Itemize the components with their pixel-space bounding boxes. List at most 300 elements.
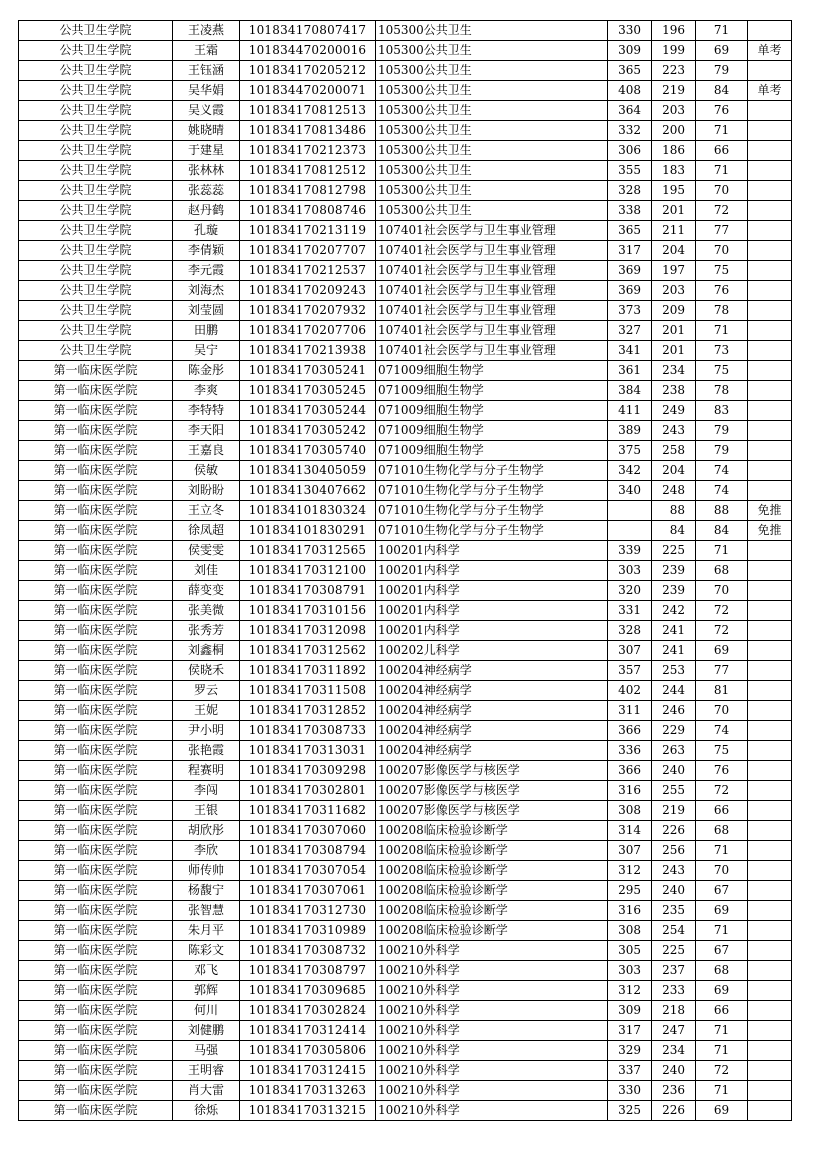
name-cell: 马强: [173, 1041, 240, 1061]
candidate-id-cell: 101834170305806: [240, 1041, 376, 1061]
major-cell: 100201内科学: [376, 621, 608, 641]
candidate-id-cell: 101834170305241: [240, 361, 376, 381]
remark-cell: [748, 1001, 792, 1021]
total-score-cell: 77: [696, 661, 748, 681]
remark-cell: [748, 421, 792, 441]
remark-cell: [748, 281, 792, 301]
table-row: [19, 701, 792, 721]
prelim-score-cell: 295: [608, 881, 652, 901]
retest-score-cell: 223: [652, 61, 696, 81]
prelim-score-cell: 312: [608, 981, 652, 1001]
table-row: [19, 801, 792, 821]
name-cell: 李倩颖: [173, 241, 240, 261]
name-cell: 张秀芳: [173, 621, 240, 641]
college-cell: 第一临床医学院: [19, 441, 173, 461]
retest-score-cell: 211: [652, 221, 696, 241]
table-row: [19, 21, 792, 41]
total-score-cell: 75: [696, 361, 748, 381]
total-score-cell: 66: [696, 141, 748, 161]
remark-cell: [748, 381, 792, 401]
college-cell: 第一临床医学院: [19, 981, 173, 1001]
name-cell: 赵丹鹤: [173, 201, 240, 221]
major-cell: 100210外科学: [376, 981, 608, 1001]
total-score-cell: 76: [696, 281, 748, 301]
retest-score-cell: 236: [652, 1081, 696, 1101]
remark-cell: [748, 21, 792, 41]
retest-score-cell: 253: [652, 661, 696, 681]
remark-cell: [748, 161, 792, 181]
retest-score-cell: 229: [652, 721, 696, 741]
total-score-cell: 70: [696, 581, 748, 601]
candidate-id-cell: 101834170302824: [240, 1001, 376, 1021]
candidate-id-cell: 101834170312730: [240, 901, 376, 921]
table-row: [19, 441, 792, 461]
total-score-cell: 69: [696, 1101, 748, 1121]
remark-cell: [748, 721, 792, 741]
table-row: [19, 841, 792, 861]
retest-score-cell: 246: [652, 701, 696, 721]
candidate-id-cell: 101834170311682: [240, 801, 376, 821]
remark-cell: 单考: [748, 41, 792, 61]
major-cell: 105300公共卫生: [376, 161, 608, 181]
candidate-id-cell: 101834170310989: [240, 921, 376, 941]
prelim-score-cell: 369: [608, 281, 652, 301]
college-cell: 第一临床医学院: [19, 941, 173, 961]
remark-cell: [748, 621, 792, 641]
college-cell: 第一临床医学院: [19, 641, 173, 661]
table-row: [19, 461, 792, 481]
name-cell: 程赛明: [173, 761, 240, 781]
retest-score-cell: 240: [652, 881, 696, 901]
total-score-cell: 84: [696, 521, 748, 541]
remark-cell: [748, 961, 792, 981]
remark-cell: [748, 361, 792, 381]
total-score-cell: 71: [696, 121, 748, 141]
college-cell: 第一临床医学院: [19, 1021, 173, 1041]
remark-cell: [748, 181, 792, 201]
total-score-cell: 81: [696, 681, 748, 701]
table-row: [19, 601, 792, 621]
college-cell: 公共卫生学院: [19, 221, 173, 241]
candidate-id-cell: 101834170312415: [240, 1061, 376, 1081]
table-body: [19, 21, 792, 1121]
table-row: [19, 861, 792, 881]
remark-cell: [748, 841, 792, 861]
retest-score-cell: 219: [652, 801, 696, 821]
total-score-cell: 67: [696, 941, 748, 961]
major-cell: 100201内科学: [376, 581, 608, 601]
college-cell: 第一临床医学院: [19, 501, 173, 521]
college-cell: 第一临床医学院: [19, 541, 173, 561]
prelim-score-cell: 341: [608, 341, 652, 361]
table-row: [19, 361, 792, 381]
remark-cell: [748, 401, 792, 421]
retest-score-cell: 195: [652, 181, 696, 201]
major-cell: 107401社会医学与卫生事业管理: [376, 241, 608, 261]
name-cell: 胡欣彤: [173, 821, 240, 841]
name-cell: 张智慧: [173, 901, 240, 921]
name-cell: 陈彩文: [173, 941, 240, 961]
name-cell: 杨馥宁: [173, 881, 240, 901]
remark-cell: [748, 661, 792, 681]
candidate-id-cell: 101834170312100: [240, 561, 376, 581]
remark-cell: [748, 781, 792, 801]
major-cell: 071010生物化学与分子生物学: [376, 461, 608, 481]
remark-cell: [748, 601, 792, 621]
candidate-id-cell: 101834170213938: [240, 341, 376, 361]
candidate-id-cell: 101834170308791: [240, 581, 376, 601]
total-score-cell: 75: [696, 261, 748, 281]
remark-cell: 免推: [748, 501, 792, 521]
total-score-cell: 69: [696, 641, 748, 661]
remark-cell: [748, 1101, 792, 1121]
total-score-cell: 76: [696, 761, 748, 781]
prelim-score-cell: 303: [608, 561, 652, 581]
college-cell: 第一临床医学院: [19, 721, 173, 741]
name-cell: 陈金彤: [173, 361, 240, 381]
major-cell: 071009细胞生物学: [376, 441, 608, 461]
retest-score-cell: 239: [652, 561, 696, 581]
retest-score-cell: 225: [652, 941, 696, 961]
major-cell: 071009细胞生物学: [376, 421, 608, 441]
table-row: [19, 261, 792, 281]
name-cell: 王银: [173, 801, 240, 821]
total-score-cell: 71: [696, 1081, 748, 1101]
table-row: [19, 981, 792, 1001]
remark-cell: [748, 801, 792, 821]
table-row: [19, 561, 792, 581]
table-row: [19, 921, 792, 941]
table-row: [19, 401, 792, 421]
table-row: [19, 41, 792, 61]
college-cell: 第一临床医学院: [19, 401, 173, 421]
remark-cell: [748, 761, 792, 781]
major-cell: 107401社会医学与卫生事业管理: [376, 281, 608, 301]
retest-score-cell: 240: [652, 761, 696, 781]
college-cell: 公共卫生学院: [19, 41, 173, 61]
candidate-id-cell: 101834170812512: [240, 161, 376, 181]
remark-cell: [748, 461, 792, 481]
retest-score-cell: 199: [652, 41, 696, 61]
name-cell: 肖大雷: [173, 1081, 240, 1101]
table-row: [19, 421, 792, 441]
candidate-id-cell: 101834170310156: [240, 601, 376, 621]
remark-cell: [748, 101, 792, 121]
retest-score-cell: 243: [652, 861, 696, 881]
table-row: [19, 1081, 792, 1101]
prelim-score-cell: 316: [608, 781, 652, 801]
retest-score-cell: 234: [652, 1041, 696, 1061]
name-cell: 朱月平: [173, 921, 240, 941]
major-cell: 071010生物化学与分子生物学: [376, 521, 608, 541]
retest-score-cell: 204: [652, 461, 696, 481]
candidate-id-cell: 101834170308794: [240, 841, 376, 861]
college-cell: 第一临床医学院: [19, 561, 173, 581]
prelim-score-cell: 317: [608, 1021, 652, 1041]
remark-cell: [748, 321, 792, 341]
retest-score-cell: 242: [652, 601, 696, 621]
name-cell: 吴华娟: [173, 81, 240, 101]
prelim-score-cell: 337: [608, 1061, 652, 1081]
total-score-cell: 71: [696, 21, 748, 41]
total-score-cell: 79: [696, 441, 748, 461]
name-cell: 师传帅: [173, 861, 240, 881]
major-cell: 105300公共卫生: [376, 201, 608, 221]
major-cell: 105300公共卫生: [376, 181, 608, 201]
major-cell: 105300公共卫生: [376, 101, 608, 121]
prelim-score-cell: 309: [608, 41, 652, 61]
total-score-cell: 74: [696, 481, 748, 501]
remark-cell: [748, 541, 792, 561]
prelim-score-cell: 308: [608, 801, 652, 821]
name-cell: 李天阳: [173, 421, 240, 441]
prelim-score-cell: 355: [608, 161, 652, 181]
candidate-id-cell: 101834170312565: [240, 541, 376, 561]
remark-cell: [748, 581, 792, 601]
total-score-cell: 69: [696, 981, 748, 1001]
prelim-score-cell: 317: [608, 241, 652, 261]
candidate-id-cell: 101834170305244: [240, 401, 376, 421]
major-cell: 071009细胞生物学: [376, 361, 608, 381]
major-cell: 071010生物化学与分子生物学: [376, 481, 608, 501]
college-cell: 第一临床医学院: [19, 701, 173, 721]
candidate-id-cell: 101834170313215: [240, 1101, 376, 1121]
name-cell: 李欣: [173, 841, 240, 861]
table-row: [19, 541, 792, 561]
prelim-score-cell: 320: [608, 581, 652, 601]
retest-score-cell: 219: [652, 81, 696, 101]
college-cell: 第一临床医学院: [19, 961, 173, 981]
college-cell: 第一临床医学院: [19, 921, 173, 941]
total-score-cell: 83: [696, 401, 748, 421]
table-row: [19, 721, 792, 741]
table-row: [19, 881, 792, 901]
college-cell: 第一临床医学院: [19, 461, 173, 481]
major-cell: 100207影像医学与核医学: [376, 801, 608, 821]
total-score-cell: 71: [696, 1021, 748, 1041]
prelim-score-cell: 309: [608, 1001, 652, 1021]
candidate-id-cell: 101834170302801: [240, 781, 376, 801]
table-row: [19, 641, 792, 661]
name-cell: 王嘉良: [173, 441, 240, 461]
major-cell: 107401社会医学与卫生事业管理: [376, 261, 608, 281]
total-score-cell: 75: [696, 741, 748, 761]
table-row: [19, 1001, 792, 1021]
table-row: [19, 581, 792, 601]
prelim-score-cell: 342: [608, 461, 652, 481]
candidate-id-cell: 101834170207707: [240, 241, 376, 261]
prelim-score-cell: 316: [608, 901, 652, 921]
name-cell: 徐凤超: [173, 521, 240, 541]
college-cell: 公共卫生学院: [19, 21, 173, 41]
total-score-cell: 74: [696, 721, 748, 741]
college-cell: 公共卫生学院: [19, 121, 173, 141]
prelim-score-cell: 375: [608, 441, 652, 461]
retest-score-cell: 255: [652, 781, 696, 801]
major-cell: 100201内科学: [376, 541, 608, 561]
prelim-score-cell: 311: [608, 701, 652, 721]
retest-score-cell: 240: [652, 1061, 696, 1081]
prelim-score-cell: 307: [608, 641, 652, 661]
retest-score-cell: 226: [652, 1101, 696, 1121]
major-cell: 100210外科学: [376, 961, 608, 981]
candidate-id-cell: 101834170308733: [240, 721, 376, 741]
total-score-cell: 71: [696, 921, 748, 941]
remark-cell: [748, 201, 792, 221]
prelim-score-cell: 366: [608, 721, 652, 741]
college-cell: 公共卫生学院: [19, 201, 173, 221]
remark-cell: [748, 261, 792, 281]
candidate-id-cell: 101834170305242: [240, 421, 376, 441]
major-cell: 100210外科学: [376, 1061, 608, 1081]
table-row: [19, 941, 792, 961]
total-score-cell: 71: [696, 1041, 748, 1061]
retest-score-cell: 256: [652, 841, 696, 861]
remark-cell: [748, 701, 792, 721]
retest-score-cell: 254: [652, 921, 696, 941]
prelim-score-cell: 303: [608, 961, 652, 981]
remark-cell: [748, 61, 792, 81]
candidate-id-cell: 101834170313031: [240, 741, 376, 761]
candidate-id-cell: 101834170311508: [240, 681, 376, 701]
total-score-cell: 76: [696, 101, 748, 121]
table-row: [19, 221, 792, 241]
table-row: [19, 961, 792, 981]
prelim-score-cell: 389: [608, 421, 652, 441]
prelim-score-cell: 364: [608, 101, 652, 121]
major-cell: 100208临床检验诊断学: [376, 821, 608, 841]
candidate-id-cell: 101834170307061: [240, 881, 376, 901]
major-cell: 100208临床检验诊断学: [376, 901, 608, 921]
prelim-score-cell: 330: [608, 21, 652, 41]
table-row: [19, 341, 792, 361]
candidate-id-cell: 101834170312098: [240, 621, 376, 641]
remark-cell: [748, 561, 792, 581]
candidate-id-cell: 101834170807417: [240, 21, 376, 41]
major-cell: 100210外科学: [376, 941, 608, 961]
major-cell: 100204神经病学: [376, 721, 608, 741]
prelim-score-cell: 307: [608, 841, 652, 861]
candidate-id-cell: 101834170212537: [240, 261, 376, 281]
total-score-cell: 69: [696, 901, 748, 921]
major-cell: 100202儿科学: [376, 641, 608, 661]
name-cell: 吴宁: [173, 341, 240, 361]
major-cell: 100207影像医学与核医学: [376, 761, 608, 781]
table-row: [19, 661, 792, 681]
candidate-id-cell: 101834170812798: [240, 181, 376, 201]
prelim-score-cell: 340: [608, 481, 652, 501]
table-row: [19, 141, 792, 161]
retest-score-cell: 197: [652, 261, 696, 281]
prelim-score-cell: 314: [608, 821, 652, 841]
candidate-id-cell: 101834170813486: [240, 121, 376, 141]
major-cell: 100201内科学: [376, 601, 608, 621]
candidate-id-cell: 101834170312562: [240, 641, 376, 661]
college-cell: 第一临床医学院: [19, 741, 173, 761]
remark-cell: [748, 301, 792, 321]
name-cell: 罗云: [173, 681, 240, 701]
prelim-score-cell: 369: [608, 261, 652, 281]
college-cell: 第一临床医学院: [19, 901, 173, 921]
major-cell: 100208临床检验诊断学: [376, 841, 608, 861]
total-score-cell: 84: [696, 81, 748, 101]
total-score-cell: 71: [696, 161, 748, 181]
major-cell: 107401社会医学与卫生事业管理: [376, 341, 608, 361]
retest-score-cell: 201: [652, 321, 696, 341]
retest-score-cell: 88: [652, 501, 696, 521]
table-row: [19, 741, 792, 761]
remark-cell: [748, 681, 792, 701]
table-row: [19, 321, 792, 341]
retest-score-cell: 203: [652, 101, 696, 121]
candidate-id-cell: 101834170213119: [240, 221, 376, 241]
table-row: [19, 301, 792, 321]
name-cell: 于建星: [173, 141, 240, 161]
remark-cell: [748, 901, 792, 921]
name-cell: 刘盼盼: [173, 481, 240, 501]
college-cell: 公共卫生学院: [19, 141, 173, 161]
major-cell: 107401社会医学与卫生事业管理: [376, 301, 608, 321]
table-row: [19, 481, 792, 501]
name-cell: 张艳霞: [173, 741, 240, 761]
candidate-id-cell: 101834170311892: [240, 661, 376, 681]
college-cell: 第一临床医学院: [19, 881, 173, 901]
prelim-score-cell: 327: [608, 321, 652, 341]
candidate-id-cell: 101834170308797: [240, 961, 376, 981]
remark-cell: [748, 1081, 792, 1101]
name-cell: 王霜: [173, 41, 240, 61]
college-cell: 第一临床医学院: [19, 801, 173, 821]
major-cell: 100204神经病学: [376, 681, 608, 701]
table-row: [19, 1021, 792, 1041]
major-cell: 107401社会医学与卫生事业管理: [376, 321, 608, 341]
retest-score-cell: 235: [652, 901, 696, 921]
retest-score-cell: 258: [652, 441, 696, 461]
college-cell: 第一临床医学院: [19, 761, 173, 781]
major-cell: 100208临床检验诊断学: [376, 921, 608, 941]
remark-cell: [748, 1041, 792, 1061]
retest-score-cell: 200: [652, 121, 696, 141]
major-cell: 100210外科学: [376, 1041, 608, 1061]
name-cell: 邓飞: [173, 961, 240, 981]
prelim-score-cell: 328: [608, 181, 652, 201]
prelim-score-cell: 361: [608, 361, 652, 381]
remark-cell: [748, 941, 792, 961]
major-cell: 105300公共卫生: [376, 81, 608, 101]
retest-score-cell: 247: [652, 1021, 696, 1041]
major-cell: 100210外科学: [376, 1001, 608, 1021]
total-score-cell: 72: [696, 1061, 748, 1081]
college-cell: 公共卫生学院: [19, 341, 173, 361]
name-cell: 孔璇: [173, 221, 240, 241]
candidate-id-cell: 101834170305740: [240, 441, 376, 461]
table-row: [19, 161, 792, 181]
candidate-id-cell: 101834170212373: [240, 141, 376, 161]
retest-score-cell: 241: [652, 621, 696, 641]
remark-cell: [748, 341, 792, 361]
table-row: [19, 501, 792, 521]
remark-cell: [748, 1061, 792, 1081]
total-score-cell: 68: [696, 821, 748, 841]
name-cell: 徐烁: [173, 1101, 240, 1121]
total-score-cell: 78: [696, 301, 748, 321]
remark-cell: [748, 821, 792, 841]
major-cell: 071010生物化学与分子生物学: [376, 501, 608, 521]
prelim-score-cell: 402: [608, 681, 652, 701]
prelim-score-cell: 330: [608, 1081, 652, 1101]
college-cell: 第一临床医学院: [19, 861, 173, 881]
major-cell: 105300公共卫生: [376, 141, 608, 161]
